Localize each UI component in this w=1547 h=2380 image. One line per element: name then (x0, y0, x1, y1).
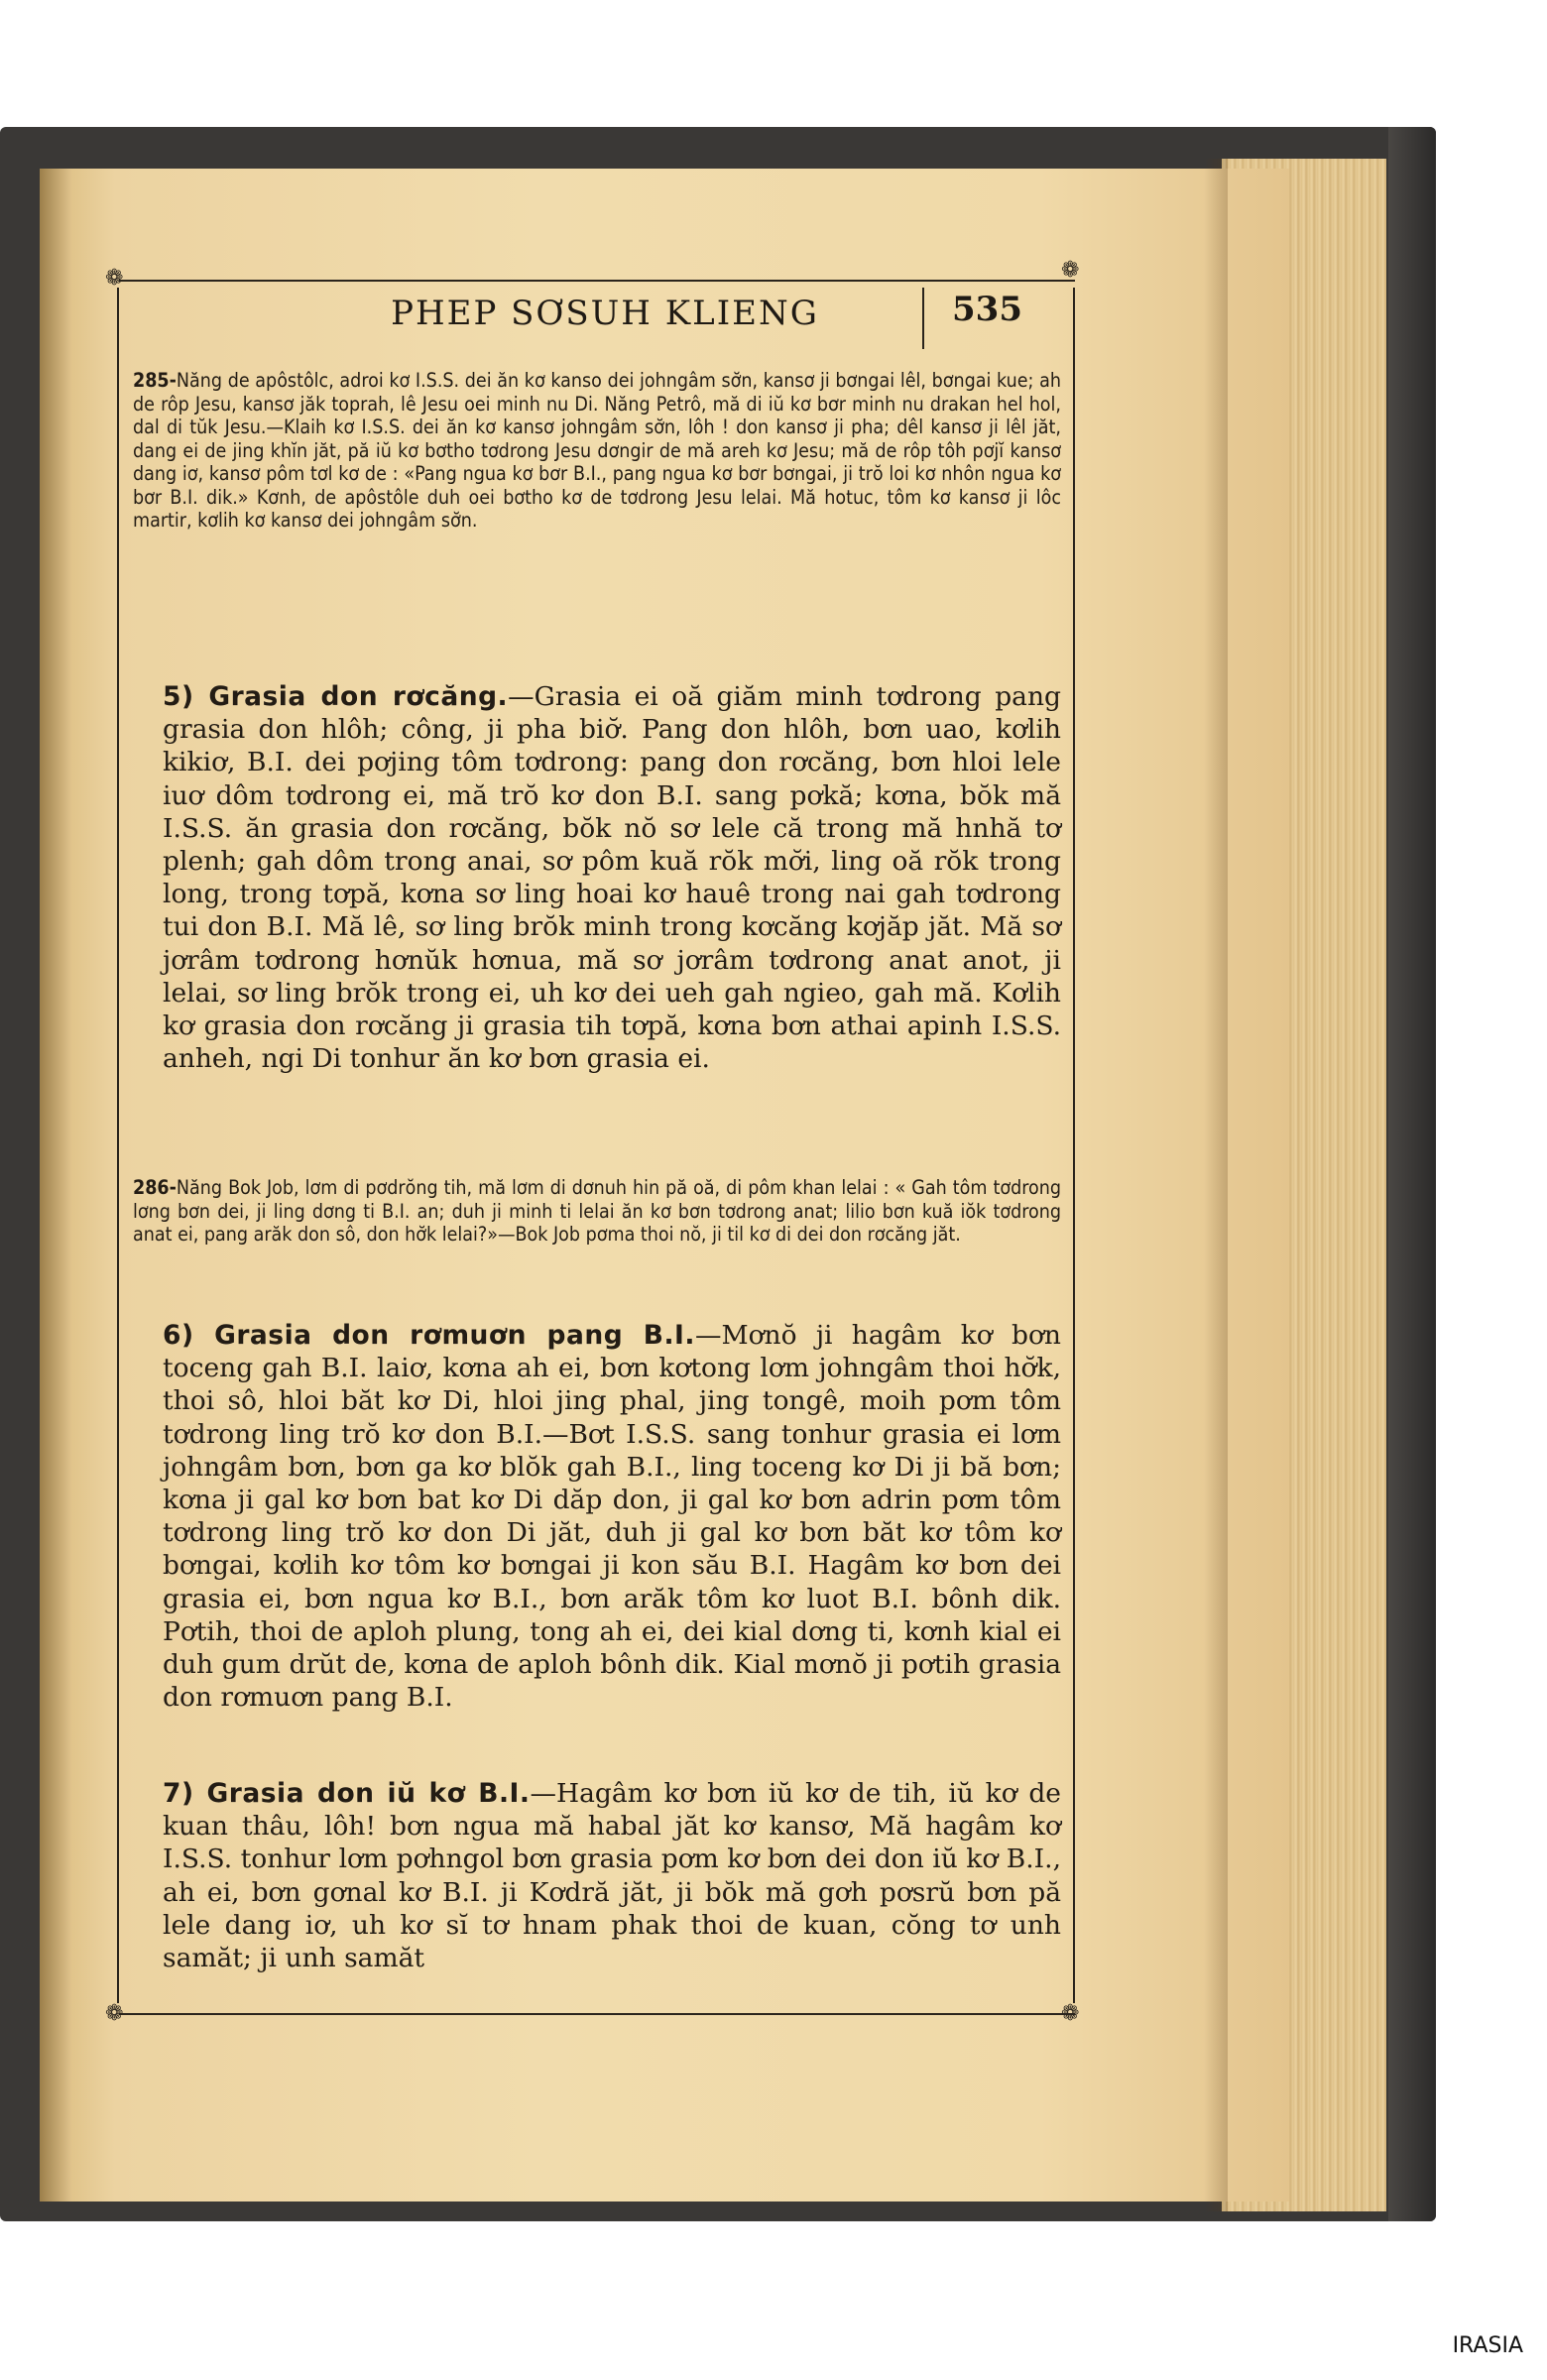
top-left-ornament: ❁ (105, 266, 124, 291)
page-gutter (40, 169, 71, 2202)
bottom-left-ornament: ❁ (105, 2001, 124, 2026)
note-text: Năng Bok Job, lơm di pơdrŏng tih, mă lơm di dơnuh hin pă oă, di pôm khan lelai : « Gah tôm tơdrong lơng bơn dei, ji ling dơng ti B.I. an; duh ji minh ti lelai ăn kơ bơn tơdrong anat; lilio bơn kuă iŏk tơdrong anat ei, pang arăk don sô, don hơ̆k lelai?»—Bok Job pơma thoi nŏ, ji til kơ di dei don rơcăng jăt. (133, 1176, 1061, 1246)
section-heading: 5) Grasia don rơcăng. (163, 681, 509, 712)
section-heading: 7) Grasia don iŭ kơ B.I. (163, 1778, 531, 1809)
top-rule (119, 280, 1075, 282)
section-text: —Grasia ei oă giăm minh tơdrong pang grasia don hlôh; công, ji pha biơ̆. Pang don hlôh, bơn uao, kơlih kikiơ, B.I. dei pơjing tôm tơdrong: pang don rơcăng, bơn hloi lele iuơ dôm tơdrong ei, mă trŏ kơ don B.I. sang pơkă; kơna, bŏk mă I.S.S. ăn grasia don rơcăng, bŏk nŏ sơ lele că trong mă hnhă tơ plenh; gah dôm trong anai, sơ pôm kuă rŏk mơ̆i, ling oă rŏk trong long, trong tơpă, kơna sơ ling hoai kơ hauê trong nai gah tơdrong tui don B.I. Mă lê, sơ ling brŏk minh trong kơcăng kơjăp jăt. Mă sơ jơrâm tơdrong hơnŭk hơnua, mă sơ jơrâm tơdrong anat anot, ji lelai, sơ ling brŏk trong ei, uh kơ dei ueh gah ngieo, gah mă. Kơlih kơ grasia don rơcăng ji grasia tih tơpă, kơna bơn athai apinh I.S.S. anheh, ngi Di tonhur ăn kơ bơn grasia ei. (163, 681, 1061, 1075)
top-right-ornament: ❁ (1061, 258, 1080, 283)
section-text: —Hagâm kơ bơn iŭ kơ de tih, iŭ kơ de kuan thâu, lôh! bơn ngua mă habal jăt kơ kansơ, Mă hagâm kơ I.S.S. tonhur lơm pơhngol bơn grasia pơm kơ bơn dei don iŭ kơ B.I., ah ei, bơn gơnal kơ B.I. ji Kơdră jăt, ji bŏk mă gơh pơsrŭ bơn pă lele dang iơ, uh kơ sĭ tơ hnam phak thoi de kuan, cŏng tơ unh samăt; ji unh samăt (163, 1778, 1061, 1974)
note-text: Năng de apôstôlc, adroi kơ I.S.S. dei ăn kơ kanso dei johngâm sơ̆n, kansơ ji bơngai lêl, bơngai kue; ah de rôp Jesu, kansơ jăk toprah, lê Jesu oei minh nu Di. Năng Petrô, mă di iŭ kơ bơr minh nu drakan hel hol, dal di tŭk Jesu.—Klaih kơ I.S.S. dei ăn kơ kansơ johngâm sơ̆n, lôh ! don kansơ ji pha; dêl kansơ ji lêl jăt, dang ei de jing khĭn jăt, pă iŭ kơ bơtho tơdrong Jesu dơngir de mă areh kơ Jesu; mă de rôp tôh pơjĭ kansơ dang iơ, kansơ pôm tơl kơ de : «Pang ngua kơ bơr B.I., pang ngua kơ bơr bơngai, ji trŏ loi kơ nhôn ngua kơ bơr B.I. dik.» Kơnh, de apôstôle duh oei bơtho kơ de tơdrong Jesu lelai. Mă hotuc, tôm kơ kansơ ji lôc martir, kơlih kơ kansơ dei johngâm sơ̆n. (133, 369, 1061, 532)
bottom-right-ornament: ❁ (1061, 2001, 1080, 2026)
note-285 (133, 369, 1061, 533)
book-cover-edge (1388, 127, 1436, 2221)
section-7 (133, 1777, 1061, 1974)
frame-left-rule (117, 288, 119, 2003)
page-number: 535 (952, 290, 1022, 329)
note-286 (133, 1176, 1061, 1247)
watermark: IRASIA (1452, 2333, 1523, 2358)
note-number: 286- (133, 1176, 177, 1199)
section-6 (133, 1319, 1061, 1714)
note-number: 285- (133, 369, 177, 392)
bottom-rule (119, 2013, 1075, 2015)
page-title: PHEP SƠSUH KLIENG (391, 294, 819, 333)
header-separator (922, 288, 924, 349)
section-5 (133, 680, 1061, 1075)
section-heading: 6) Grasia don rơmuơn pang B.I. (163, 1320, 695, 1351)
section-text: —Mơnŏ ji hagâm kơ bơn toceng gah B.I. laiơ, kơna ah ei, bơn kơtong lơm johngâm thoi hơ̆k, thoi sô, hloi băt kơ Di, hloi jing phal, jing tongê, moih pơm tôm tơdrong ling trŏ kơ don B.I.—Bơt I.S.S. sang tonhur grasia ei lơm johngâm bơn, bơn ga kơ blŏk gah B.I., ling toceng kơ Di ji bă bơn; kơna ji gal kơ bơn bat kơ Di dăp don, ji gal kơ bơn adrin pơm tôm tơdrong ling trŏ kơ don Di jăt, duh ji gal kơ bơn băt kơ tôm kơ bơngai, kơlih kơ tôm kơ bơngai ji kon său B.I. Hagâm kơ bơn dei grasia ei, bơn ngua kơ B.I., bơn arăk tôm kơ luot B.I. bônh dik. Pơtih, thoi de aploh plung, tong ah ei, dei kial dơng ti, kơnh kial ei duh gum drŭt de, kơna de aploh bônh dik. Kial mơnŏ ji pơtih grasia don rơmuơn pang B.I. (163, 1320, 1061, 1714)
page-edge-shadow (1204, 159, 1228, 2211)
frame-right-rule (1073, 288, 1075, 2003)
